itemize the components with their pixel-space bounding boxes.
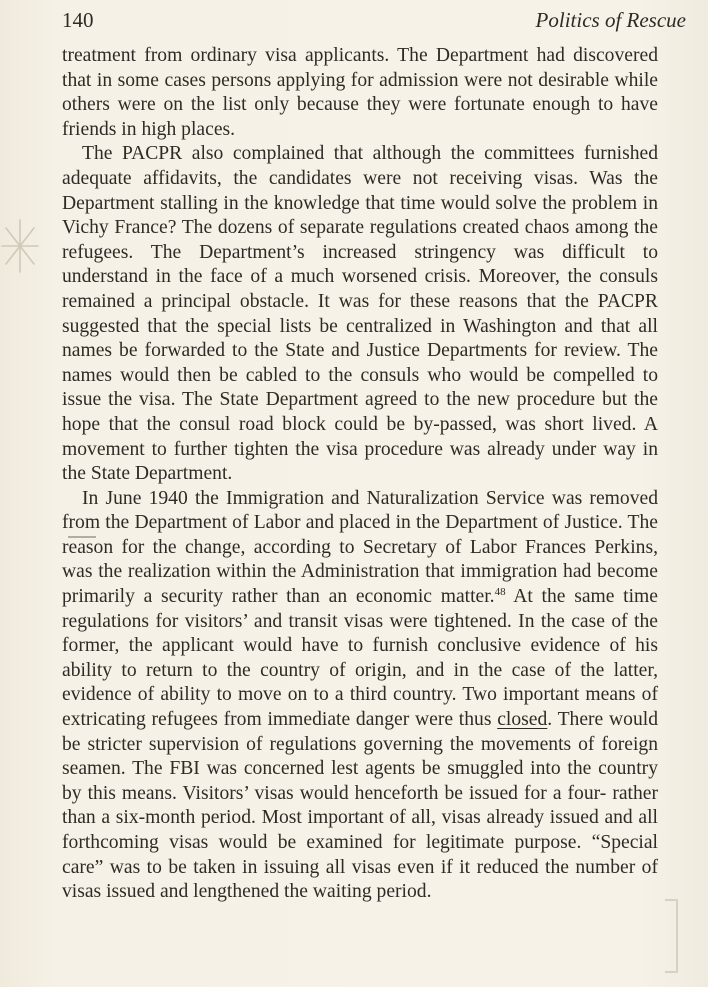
margin-bracket-mark [661, 896, 685, 976]
running-title: Politics of Rescue [535, 8, 686, 32]
underlined-word: closed [497, 709, 548, 731]
paragraph-pacpr [62, 142, 658, 486]
paragraph-text: treatment from ordinary visa applicants. The Department had discovered that in some cases persons applying for admission were not desirable while others were on the list only because they were fortunate enough to have friends in high places. [62, 45, 658, 140]
pencil-underline-mark [66, 534, 106, 540]
footnote-marker: 48 [494, 586, 506, 599]
paragraph-text: In June 1940 the Immigration and Naturalization Service was removed from the Department of Labor and placed in the Department of Justice. The reason for the change, according to Secretary of Labor Frances Perkins, was the realization within the Administration that immigration had become primarily a security rather than an economic matter. [62, 487, 658, 608]
page-number: 140 [62, 8, 94, 32]
margin-asterisk-mark [0, 216, 40, 276]
body-text [62, 44, 658, 905]
paragraph-text: At the same time regulations for visitors’ and transit visas were tightened. In the case of the former, the applicant would have to furnish conclusive evidence of his ability to return to the country of origin, and in the case of the latter, evidence of ability to move on to a third country. Two important means of extricating refugees from immediate danger were thus [62, 586, 658, 731]
paragraph-text: . There would be stricter supervision of regulations governing the movements of foreign seamen. The FBI was concerned lest agents be smuggled into the country by this means. Visitors’ visas would henceforth be issued for a four- rather than a six-month period. Most important of all, visas already issued and all forthcoming visas would be examined for legitimate purpose. “Special care” was to be taken in issuing all visas even if it reduced the number of visas issued and lengthened the waiting period. [62, 709, 658, 903]
paragraph-continued [62, 44, 658, 142]
paragraph-text: The PACPR also complained that although the committees furnished adequate affidavits, the candidates were not receiving visas. Was the Department stalling in the knowledge that time would solve the problem in Vichy France? The dozens of separate regulations created chaos among the refugees. The Department’s increased stringency was difficult to understand in the face of a much worsened crisis. Moreover, the consuls remained a principal obstacle. It was for these reasons that the PACPR suggested that the special lists be centralized in Washington and that all names be forwarded to the State and Justice Departments for review. The names would then be cabled to the consuls who would be compelled to issue the visa. The State Department agreed to the new procedure but the hope that the consul road block could be by-passed, was short lived. A movement to further tighten the visa procedure was already under way in the State Department. [62, 143, 658, 485]
running-head [62, 6, 686, 34]
paragraph-june-1940 [62, 487, 658, 905]
